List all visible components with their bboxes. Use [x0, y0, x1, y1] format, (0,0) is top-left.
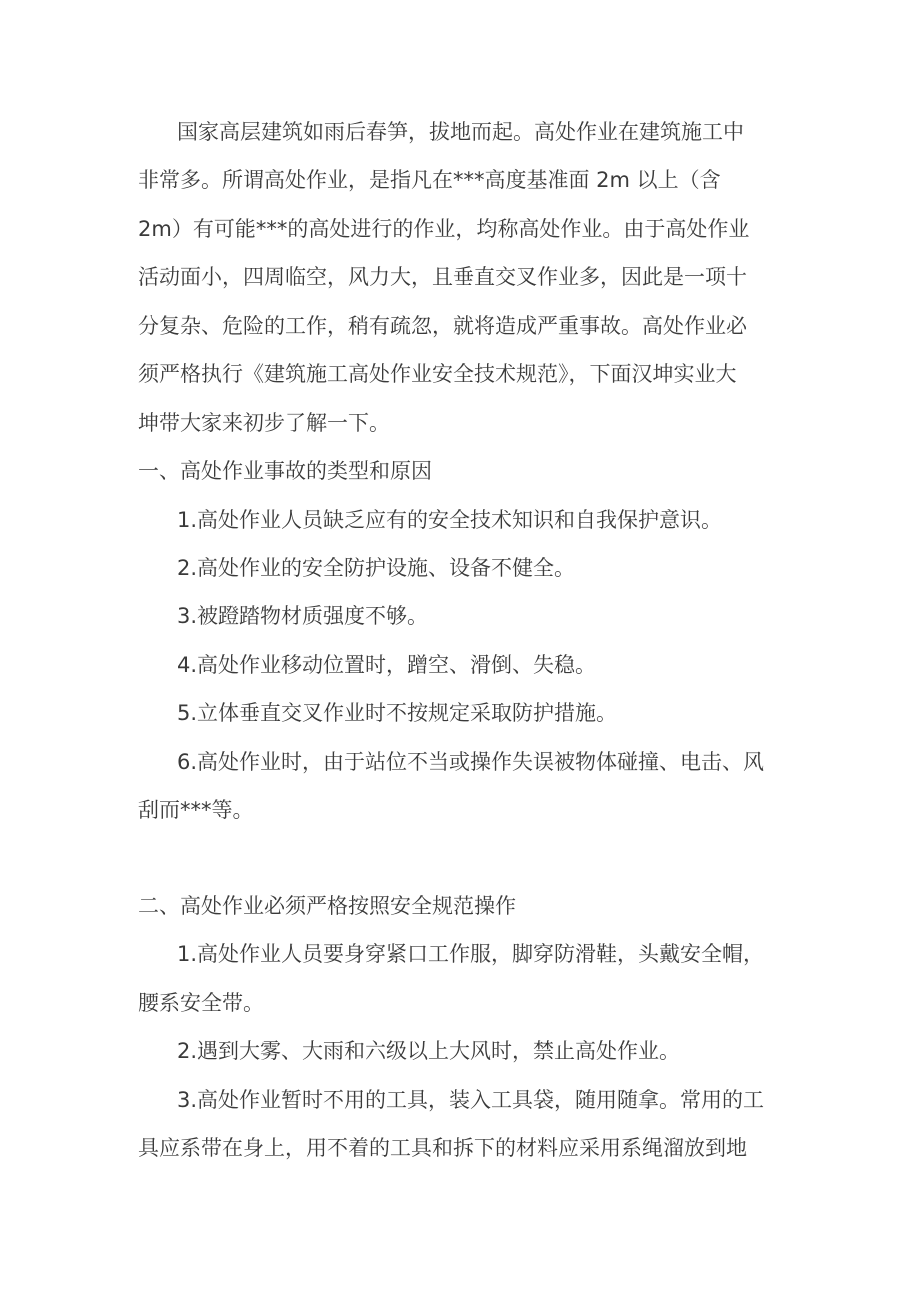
list-item: 5.立体垂直交叉作业时不按规定采取防护措施。	[177, 701, 618, 725]
list-item: 1.高处作业人员缺乏应有的安全技术知识和自我保护意识。	[177, 508, 723, 532]
list-item-continuation: 腰系安全带。	[138, 991, 264, 1015]
section-heading: 一、高处作业事故的类型和原因	[138, 459, 432, 483]
intro-line: 坤带大家来初步了解一下。	[138, 411, 390, 435]
intro-line: 非常多。所谓高处作业，是指凡在***高度基准面 2m 以上（含	[138, 168, 721, 192]
list-item: 6.高处作业时，由于站位不当或操作失误被物体碰撞、电击、风	[177, 750, 765, 774]
intro-line: 国家高层建筑如雨后春笋，拔地而起。高处作业在建筑施工中	[177, 120, 744, 144]
list-item: 3.被蹬踏物材质强度不够。	[177, 604, 429, 628]
list-item: 3.高处作业暂时不用的工具，装入工具袋，随用随拿。常用的工	[177, 1088, 765, 1112]
list-item: 2.遇到大雾、大雨和六级以上大风时，禁止高处作业。	[177, 1039, 681, 1063]
list-item-continuation: 刮而***等。	[138, 798, 254, 822]
list-item: 1.高处作业人员要身穿紧口工作服，脚穿防滑鞋，头戴安全帽，	[177, 942, 765, 966]
section-heading: 二、高处作业必须严格按照安全规范操作	[138, 894, 516, 918]
list-item: 4.高处作业移动位置时，蹭空、滑倒、失稳。	[177, 653, 597, 677]
intro-line: 分复杂、危险的工作，稍有疏忽，就将造成严重事故。高处作业必	[138, 314, 747, 338]
intro-line: 2m）有可能***的高处进行的作业，均称高处作业。由于高处作业	[138, 217, 750, 241]
intro-line: 须严格执行《建筑施工高处作业安全技术规范》，下面汉坤实业大	[138, 362, 737, 386]
list-item: 2.高处作业的安全防护设施、设备不健全。	[177, 556, 576, 580]
intro-line: 活动面小，四周临空，风力大，且垂直交叉作业多，因此是一项十	[138, 265, 747, 289]
list-item-continuation: 具应系带在身上，用不着的工具和拆下的材料应采用系绳溜放到地	[138, 1136, 747, 1160]
